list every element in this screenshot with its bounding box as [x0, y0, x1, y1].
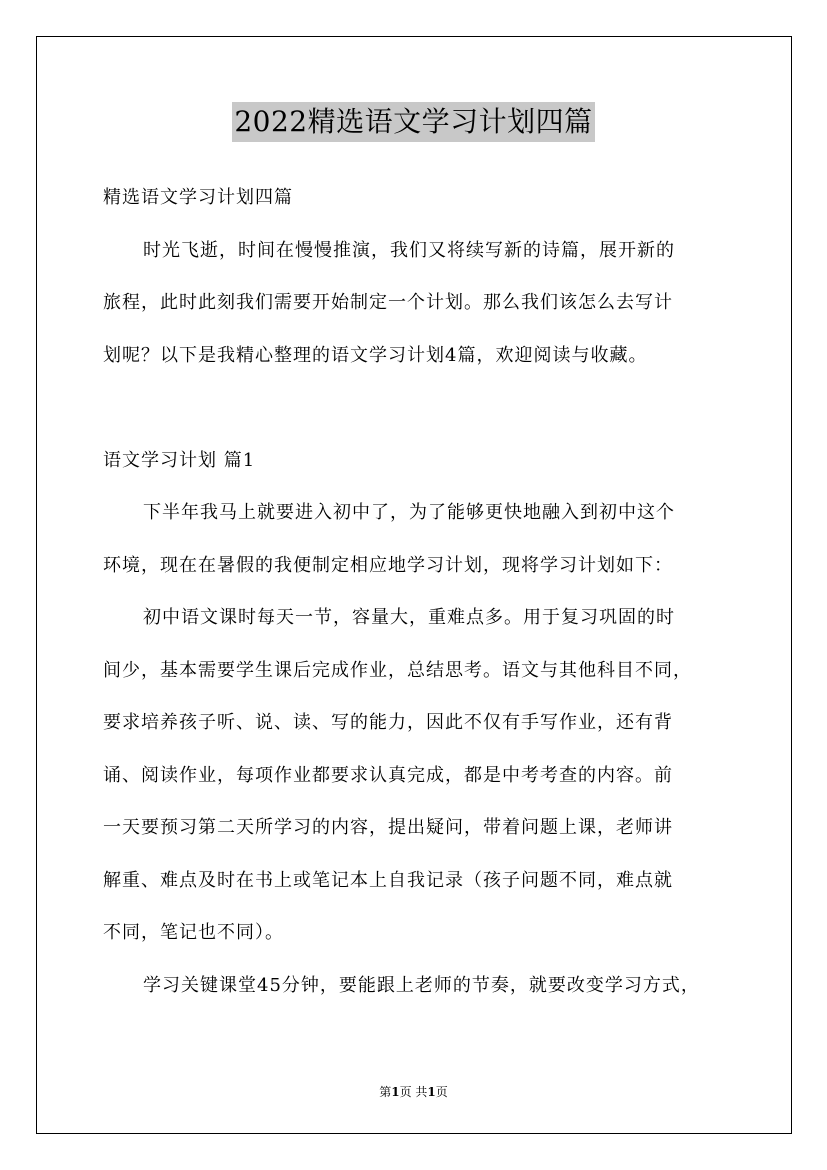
footer-page-number: 1: [391, 1085, 400, 1099]
document-body: [103, 172, 743, 1012]
blank-line: [103, 382, 743, 435]
paragraph-line: 间少，基本需要学生课后完成作业，总结思考。语文与其他科目不同，: [103, 659, 692, 681]
paragraph-line: 解重、难点及时在书上或笔记本上自我记录（孩子问题不同，难点就: [103, 869, 673, 891]
paragraph-line: 不同，笔记也不同）。: [103, 922, 284, 943]
section-heading: 语文学习计划 篇1: [103, 449, 256, 471]
paragraph-line: 时光飞逝，时间在慢慢推演，我们又将续写新的诗篇，展开新的: [143, 239, 675, 261]
paragraph-line: 初中语文课时每天一节，容量大，重难点多。用于复习巩固的时: [143, 607, 675, 628]
footer-middle: 页 共: [399, 1085, 428, 1099]
paragraph-line: 环境，现在在暑假的我便制定相应地学习计划，现将学习计划如下：: [103, 554, 673, 576]
paragraph-line: 划呢？以下是我精心整理的语文学习计划4篇，欢迎阅读与收藏。: [103, 344, 648, 366]
footer-prefix: 第: [379, 1085, 392, 1099]
footer-total-pages: 1: [427, 1085, 436, 1099]
paragraph-line: 一天要预习第二天所学习的内容，提出疑问，带着问题上课，老师讲: [103, 817, 673, 838]
document-title: 2022精选语文学习计划四篇: [232, 102, 594, 142]
paragraph-line: 下半年我马上就要进入初中了，为了能够更快地融入到初中这个: [143, 502, 675, 523]
paragraph-line: 要求培养孩子听、说、读、写的能力，因此不仅有手写作业，还有背: [103, 712, 673, 733]
title-container: [0, 102, 827, 142]
footer-suffix: 页: [435, 1085, 448, 1099]
subtitle-line: 精选语文学习计划四篇: [103, 187, 293, 208]
paragraph-line: 诵、阅读作业，每项作业都要求认真完成，都是中考考查的内容。前: [103, 764, 673, 786]
page-footer: [0, 1083, 827, 1101]
paragraph-line: 旅程，此时此刻我们需要开始制定一个计划。那么我们该怎么去写计: [103, 292, 673, 313]
paragraph-line: 学习关键课堂45分钟，要能跟上老师的节奏，就要改变学习方式，: [143, 974, 700, 996]
